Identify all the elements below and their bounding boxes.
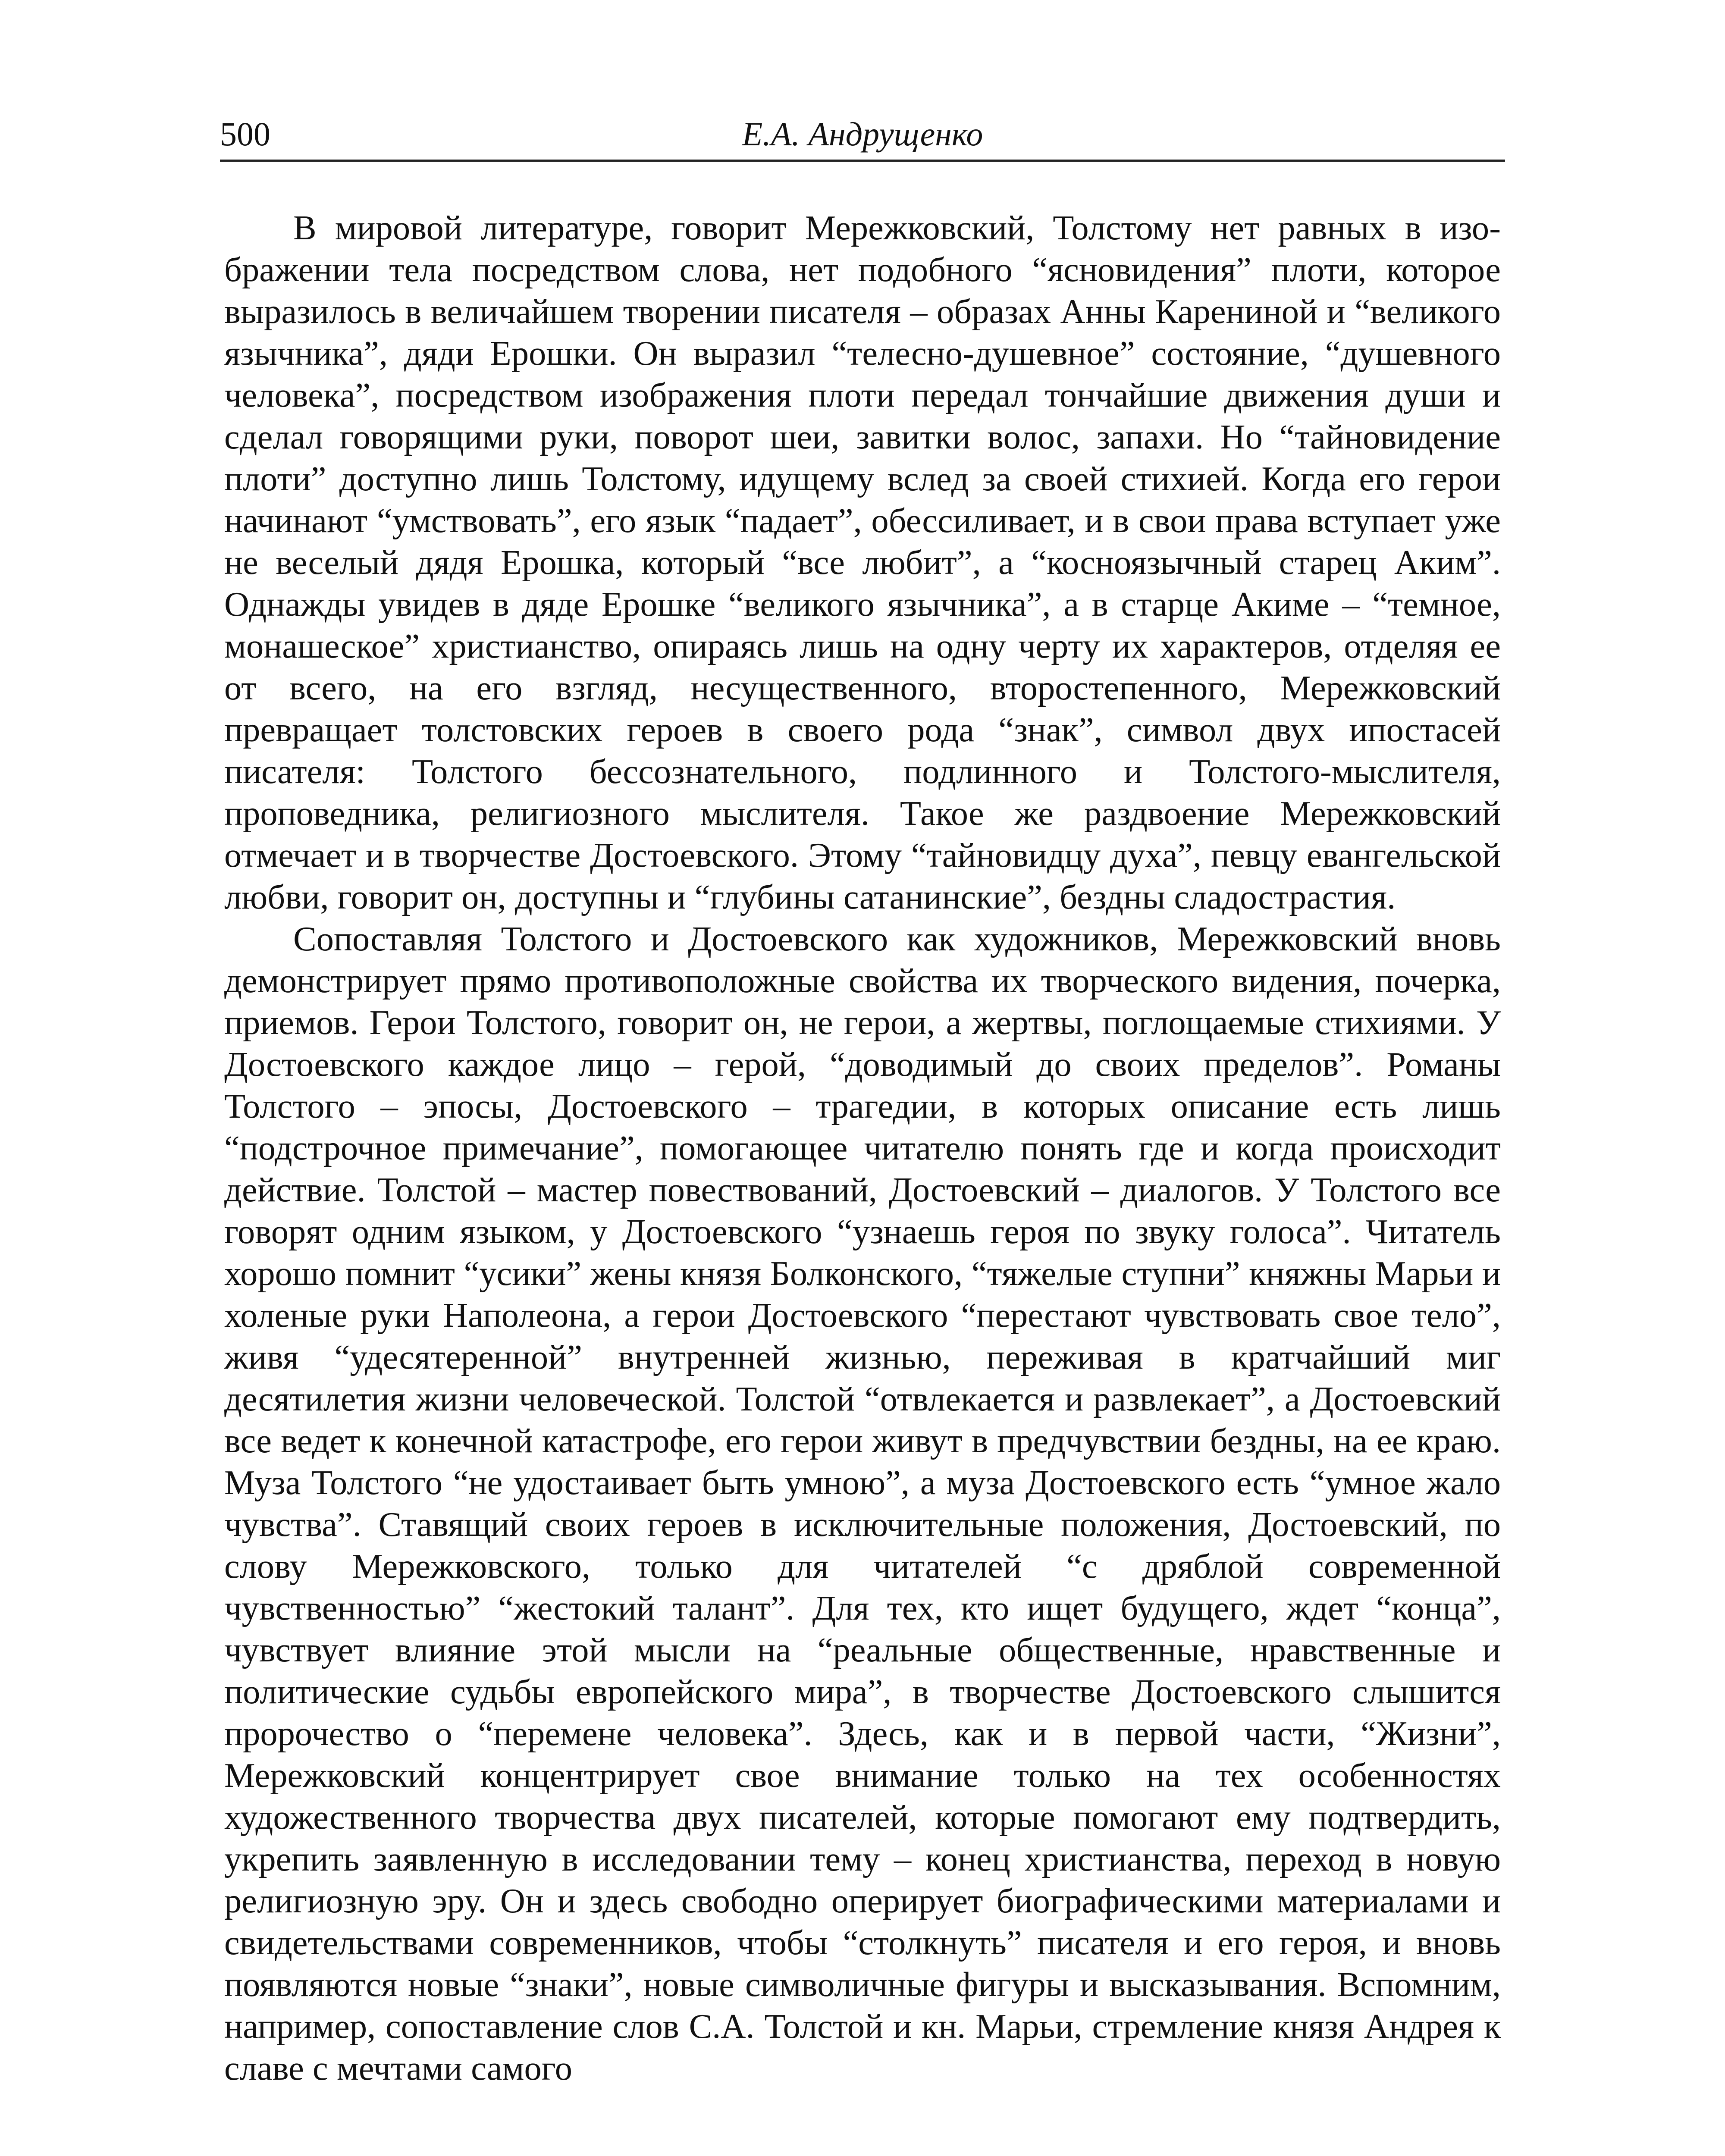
page-header xyxy=(220,108,1505,162)
running-title: Е.А. Андрущенко xyxy=(742,115,983,153)
body-paragraph-2: Сопоставляя Толстого и Достоевского как художников, Мережковский вновь демонстрирует прямо противоположные свойства их творческого видения, почерка, приемов. Герои Толстого, говорит он, не герои, а жертвы, поглощаемые стихиями. У Достоевского каждое лицо – герой, “доводимый до своих пределов”. Романы Толстого – эпосы, Достоевского – трагедии, в которых описание есть лишь “подстрочное примечание”, помогающее читателю понять где и когда происходит действие. Толстой – мастер повествований, Достоевский – диалогов. У Толстого все говорят одним языком, у Достоевского “узнаешь героя по звуку голоса”. Читатель хорошо помнит “усики” жены князя Болконского, “тяжелые ступни” княжны Марьи и холеные руки Наполеона, а герои Достоевского “перестают чувствовать свое тело”, живя “удесятеренной” внутренней жизнью, переживая в кратчайший миг десятилетия жизни человеческой. Толстой “отвлекается и развлекает”, а Достоевский все ведет к конечной катастрофе, его герои живут в предчувствии бездны, на ее краю. Муза Толстого “не удостаивает быть умною”, а муза Достоевского есть “умное жало чувства”. Ставящий своих героев в исключительные положения, Достоевский, по слову Мережковского, только для читателей “с дряблой современной чувственностью” “жестокий талант”. Для тех, кто ищет будущего, ждет “конца”, чувствует влияние этой мысли на “реальные общественные, нравственные и политические судьбы европейского мира”, в творчестве Достоевского слышится пророчество о “перемене человека”. Здесь, как и в первой части, “Жизни”, Мережковский концентрирует свое внимание только на тех особенностях художественного творчества двух писателей, которые помогают ему подтвердить, укрепить заявленную в исследовании тему – конец христианства, переход в новую религиозную эру. Он и здесь свободно оперирует биографическими материалами и свидетельствами современников, чтобы “столкнуть” писателя и его героя, и вновь появляются новые “знаки”, новые символичные фигуры и высказывания. Вспомним, например, сопоставление слов С.А. Толстой и кн. Марьи, стремление князя Андрея к славе с мечтами самого xyxy=(224,920,1501,2087)
article-body xyxy=(224,207,1501,2089)
body-paragraph-1: В мировой литературе, говорит Мережковский, Толстому нет равных в изображении тела посредством слова, нет подобного “ясновидения” плоти, которое выразилось в величайшем творении писателя – образах Анны Карениной и “великого язычника”, дяди Ерошки. Он выразил “телесно-душевное” состояние, “душевного человека”, посредством изображения плоти передал тончайшие движения души и сделал говорящими руки, поворот шеи, завитки волос, запахи. Но “тайновидение плоти” доступно лишь Толстому, идущему вслед за своей стихией. Когда его герои начинают “умствовать”, его язык “падает”, обессиливает, и в свои права вступает уже не веселый дядя Ерошка, который “все любит”, а “косноязычный старец Аким”. Однажды увидев в дяде Ерошке “великого язычника”, а в старце Акиме – “темное, монашеское” христианство, опираясь лишь на одну черту их характеров, отделяя ее от всего, на его взгляд, несущественного, второстепенного, Мережковский превращает толстовских героев в своего рода “знак”, символ двух ипостасей писателя: Толстого бессознательного, подлинного и Толстого-мыслителя, проповедника, религиозного мыслителя. Такое же раздвоение Мережковский отмечает и в творчестве Достоевского. Этому “тайновидцу духа”, певцу евангельской любви, говорит он, доступны и “глубины сатанинские”, бездны сладострастия. xyxy=(224,209,1501,916)
page-number: 500 xyxy=(220,115,270,153)
